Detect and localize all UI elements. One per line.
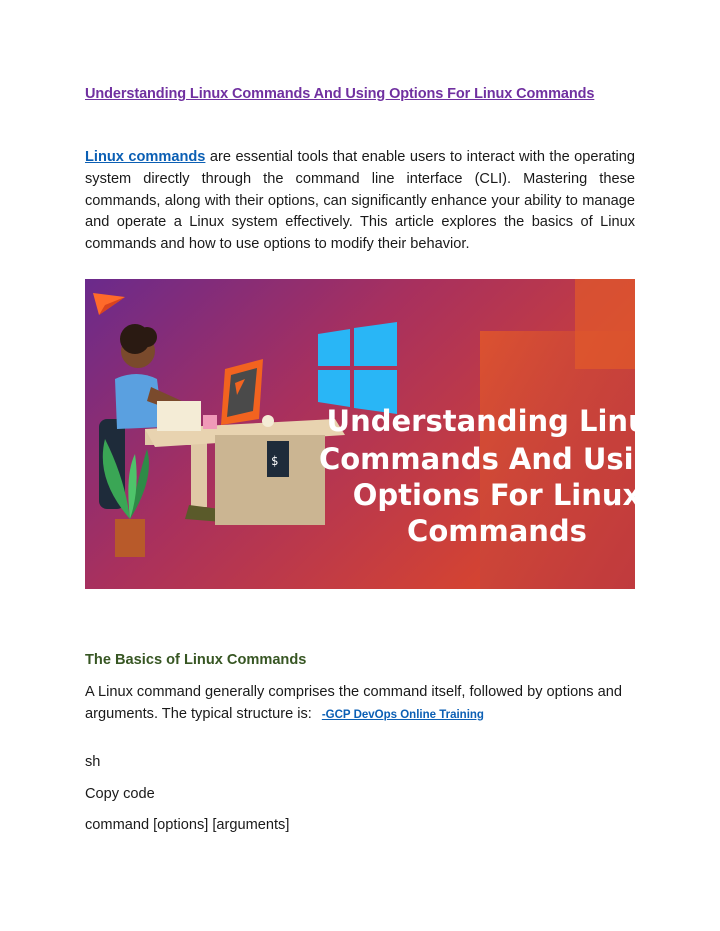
copy-code-button[interactable]: Copy code bbox=[85, 786, 155, 802]
banner-line-4: Commands bbox=[407, 514, 587, 548]
code-language-label: sh bbox=[85, 754, 101, 770]
section-heading: The Basics of Linux Commands bbox=[85, 652, 307, 668]
svg-text:$: $ bbox=[271, 454, 279, 468]
linux-commands-link[interactable]: Linux commands bbox=[85, 149, 206, 165]
section-paragraph bbox=[85, 682, 645, 726]
code-line: command [options] [arguments] bbox=[85, 817, 290, 833]
intro-paragraph bbox=[85, 147, 635, 256]
article-banner-image bbox=[85, 279, 676, 589]
banner-line-3: Options For Linux bbox=[352, 478, 642, 512]
promo-link[interactable]: -GCP DevOps Online Training bbox=[321, 708, 484, 721]
document-title[interactable]: Understanding Linux Commands And Using Options For Linux Commands bbox=[85, 86, 595, 102]
banner-line-1: Understanding Linux bbox=[326, 404, 668, 438]
section-text: A Linux command generally comprises the command itself, followed by options and arguments. The typical structure is: bbox=[85, 684, 623, 722]
intro-text: are essential tools that enable users to interact with the operating system directly through the command line interface (CLI). Mastering these commands, along with their options, can significantly enhance your ability to manage and operate a Linux system effectively. This article explores the basics of Linux commands and how to use options to modify their behavior. bbox=[85, 149, 635, 253]
banner-line-2: Commands And Using bbox=[318, 442, 676, 476]
